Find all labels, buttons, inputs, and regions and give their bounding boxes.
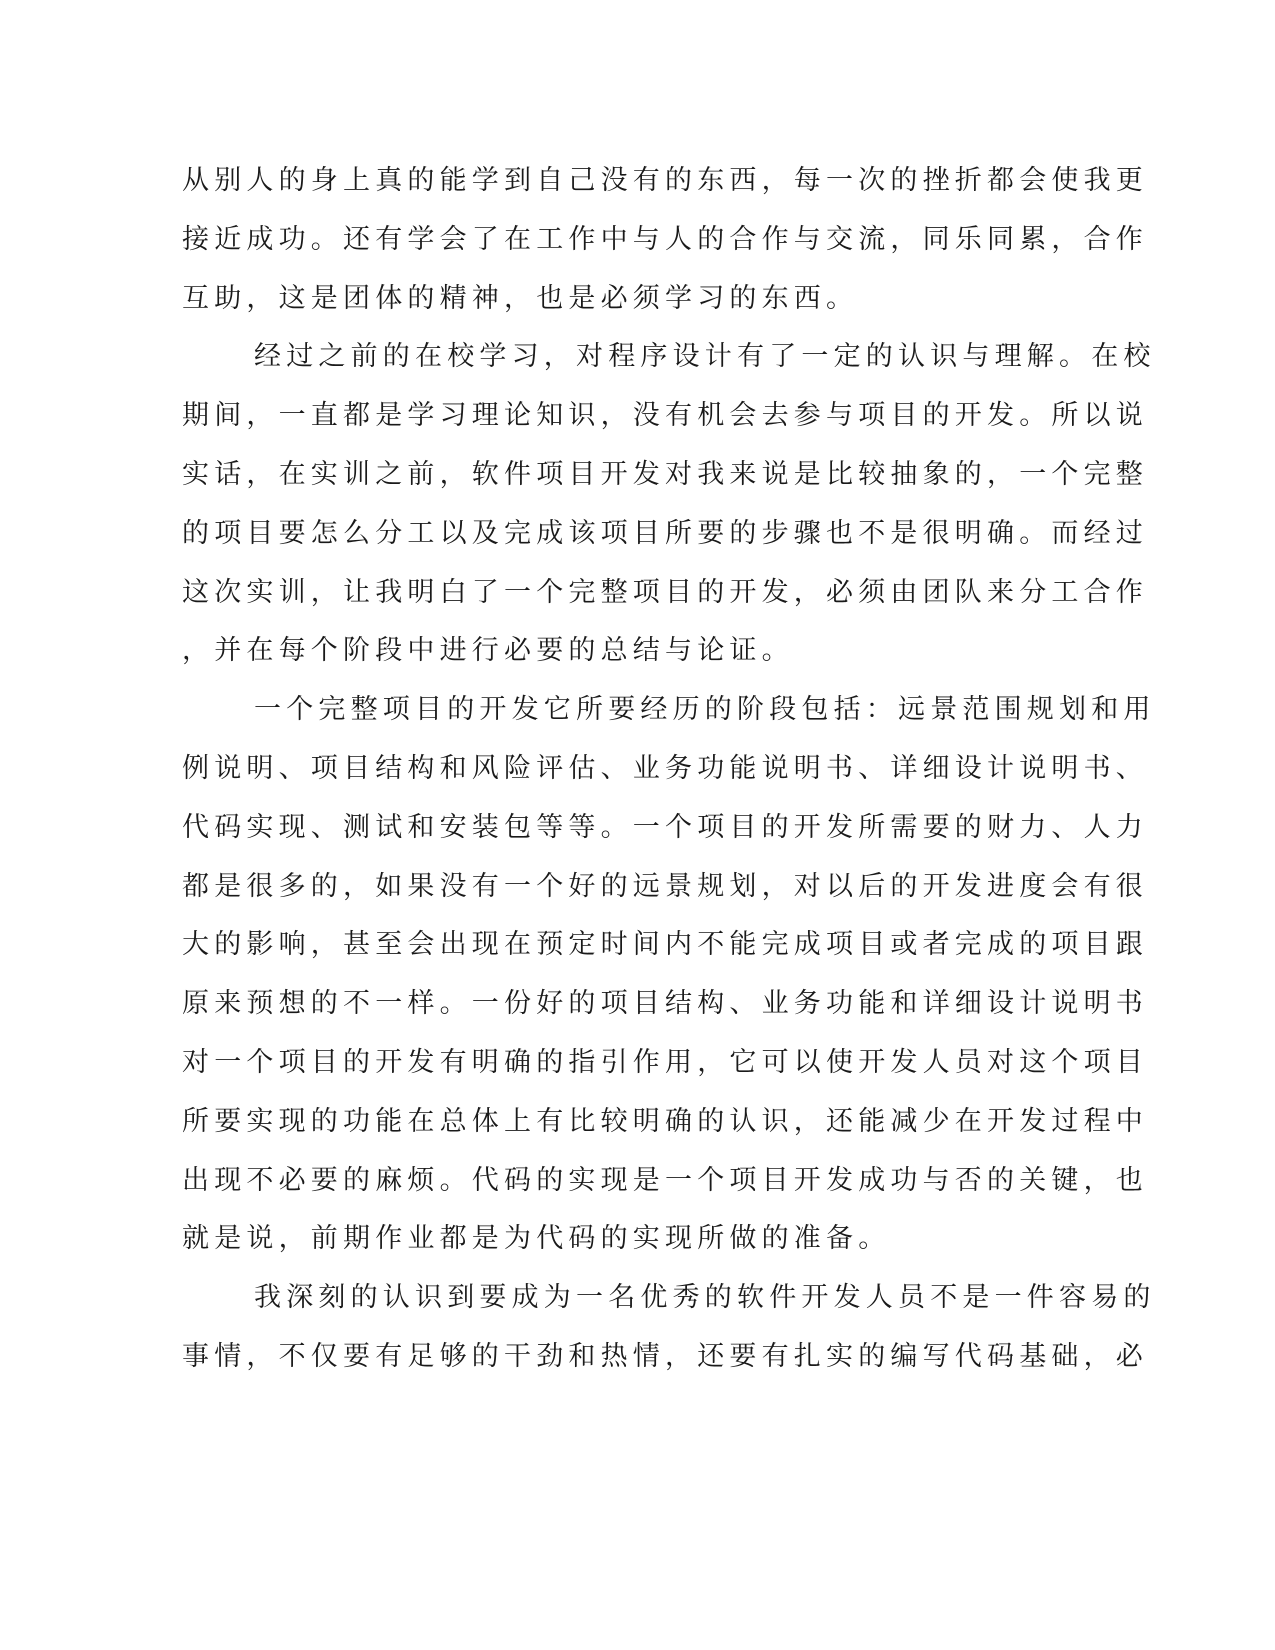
text-line: 都是很多的，如果没有一个好的远景规划，对以后的开发进度会有很 [182,870,1148,902]
text-line: 原来预想的不一样。一份好的项目结构、业务功能和详细设计说明书 [182,988,1148,1020]
text-line: 例说明、项目结构和风险评估、业务功能说明书、详细设计说明书、 [182,752,1148,784]
text-line: 对一个项目的开发有明确的指引作用，它可以使开发人员对这个项目 [182,1046,1148,1078]
text-line: 从别人的身上真的能学到自己没有的东西，每一次的挫折都会使我更 [182,165,1148,196]
text-line: 大的影响，甚至会出现在预定时间内不能完成项目或者完成的项目跟 [182,929,1148,961]
text-line: 实话，在实训之前，软件项目开发对我来说是比较抽象的，一个完整 [182,458,1148,490]
text-line: 期间，一直都是学习理论知识，没有机会去参与项目的开发。所以说 [182,400,1148,432]
text-line: ，并在每个阶段中进行必要的总结与论证。 [182,635,794,667]
body-text [182,158,1156,1393]
text-line: 一个完整项目的开发它所要经历的阶段包括：远景范围规划和用 [254,694,1156,726]
text-line: 代码实现、测试和安装包等等。一个项目的开发所需要的财力、人力 [182,811,1148,843]
text-line: 事情，不仅要有足够的干劲和热情，还要有扎实的编写代码基础，必 [182,1340,1148,1372]
text-line: 出现不必要的麻烦。代码的实现是一个项目开发成功与否的关键，也 [182,1164,1148,1196]
text-line: 经过之前的在校学习，对程序设计有了一定的认识与理解。在校 [254,341,1156,373]
text-line: 就是说，前期作业都是为代码的实现所做的准备。 [182,1223,891,1255]
text-line: 接近成功。还有学会了在工作中与人的合作与交流，同乐同累，合作 [182,223,1148,255]
text-line: 我深刻的认识到要成为一名优秀的软件开发人员不是一件容易的 [254,1282,1156,1314]
text-line: 互助，这是团体的精神，也是必须学习的东西。 [182,282,859,314]
text-line: 这次实训，让我明白了一个完整项目的开发，必须由团队来分工合作 [182,576,1148,608]
text-line: 的项目要怎么分工以及完成该项目所要的步骤也不是很明确。而经过 [182,517,1148,549]
text-line: 所要实现的功能在总体上有比较明确的认识，还能减少在开发过程中 [182,1105,1148,1137]
